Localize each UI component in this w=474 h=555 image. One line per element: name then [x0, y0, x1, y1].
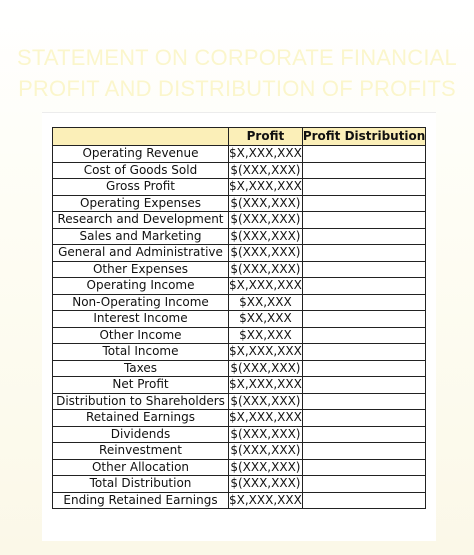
header-profit-distribution: Profit Distribution	[302, 128, 426, 146]
row-label-cell: Net Profit	[53, 377, 229, 394]
row-profit-cell: $(XXX,XXX)	[230, 245, 301, 260]
row-distribution-cell	[302, 278, 426, 295]
row-distribution-cell	[302, 311, 426, 328]
row-distribution-cell	[302, 344, 426, 361]
table-row	[53, 492, 426, 509]
row-distribution-cell	[302, 195, 426, 212]
row-profit-cell: $X,XXX,XXX	[229, 492, 302, 507]
row-label-cell: Operating Expenses	[53, 195, 229, 212]
table-row	[53, 179, 426, 196]
row-label-cell: Other Income	[53, 327, 229, 344]
row-label-cell: General and Administrative	[53, 245, 229, 262]
row-profit-cell: $(XXX,XXX)	[230, 162, 301, 177]
row-profit-cell: $(XXX,XXX)	[230, 195, 301, 210]
row-label-cell: Retained Earnings	[53, 410, 229, 427]
row-profit-cell: $(XXX,XXX)	[230, 476, 301, 491]
row-distribution-cell	[302, 443, 426, 460]
row-label-cell: Reinvestment	[53, 443, 229, 460]
row-distribution-cell	[302, 261, 426, 278]
table-row	[53, 212, 426, 229]
table-row	[53, 261, 426, 278]
row-label-cell: Operating Revenue	[53, 146, 229, 163]
table-row	[53, 426, 426, 443]
row-profit-cell: $X,XXX,XXX	[229, 344, 302, 359]
title-line-1: STATEMENT ON CORPORATE FINANCIAL	[17, 45, 457, 70]
row-profit-cell: $(XXX,XXX)	[230, 360, 301, 375]
row-label-cell: Dividends	[53, 426, 229, 443]
row-profit-cell: $X,XXX,XXX	[229, 179, 302, 194]
row-label-cell: Research and Development	[53, 212, 229, 229]
row-label-cell: Other Allocation	[53, 459, 229, 476]
table-row	[53, 443, 426, 460]
table-row	[53, 278, 426, 295]
row-profit-cell: $XX,XXX	[229, 311, 303, 328]
row-profit-cell: $X,XXX,XXX	[229, 146, 302, 161]
table-row	[53, 377, 426, 394]
row-profit-cell: $(XXX,XXX)	[230, 393, 301, 408]
row-label-cell: Distribution to Shareholders	[53, 393, 229, 410]
row-profit-cell: $(XXX,XXX)	[230, 426, 301, 441]
row-profit-cell: $(XXX,XXX)	[230, 459, 301, 474]
row-label-cell: Gross Profit	[53, 179, 229, 196]
row-distribution-cell	[302, 245, 426, 262]
row-label-cell: Other Expenses	[53, 261, 229, 278]
row-profit-cell: $(XXX,XXX)	[230, 212, 301, 227]
row-profit-cell: $X,XXX,XXX	[229, 377, 302, 392]
row-distribution-cell	[302, 492, 426, 509]
row-profit-cell: $XX,XXX	[229, 327, 303, 344]
row-distribution-cell	[302, 228, 426, 245]
row-label-cell: Total Distribution	[53, 476, 229, 493]
row-distribution-cell	[302, 360, 426, 377]
row-label-cell: Sales and Marketing	[53, 228, 229, 245]
title-line-2: PROFIT AND DISTRIBUTION OF PROFITS	[18, 76, 456, 101]
row-distribution-cell	[302, 162, 426, 179]
row-distribution-cell	[302, 327, 426, 344]
table-row	[53, 360, 426, 377]
row-profit-cell: $X,XXX,XXX	[229, 278, 302, 293]
document-title	[0, 42, 474, 104]
row-distribution-cell	[302, 426, 426, 443]
table-row	[53, 311, 426, 328]
table-row	[53, 459, 426, 476]
row-distribution-cell	[302, 476, 426, 493]
row-label-cell: Non-Operating Income	[53, 294, 229, 311]
table-row	[53, 146, 426, 163]
financial-statement-table	[52, 127, 426, 509]
row-profit-cell: $(XXX,XXX)	[230, 261, 301, 276]
row-label-cell: Cost of Goods Sold	[53, 162, 229, 179]
row-distribution-cell	[302, 393, 426, 410]
row-distribution-cell	[302, 410, 426, 427]
row-profit-cell: $(XXX,XXX)	[230, 443, 301, 458]
table-row	[53, 228, 426, 245]
header-profit: Profit	[229, 128, 303, 146]
row-label-cell: Taxes	[53, 360, 229, 377]
row-distribution-cell	[302, 459, 426, 476]
row-profit-cell: $X,XXX,XXX	[229, 410, 302, 425]
row-label-cell: Ending Retained Earnings	[53, 492, 229, 509]
row-distribution-cell	[302, 179, 426, 196]
row-label-cell: Total Income	[53, 344, 229, 361]
row-distribution-cell	[302, 377, 426, 394]
table-row	[53, 393, 426, 410]
row-profit-cell: $(XXX,XXX)	[230, 228, 301, 243]
row-label-cell: Interest Income	[53, 311, 229, 328]
row-distribution-cell	[302, 146, 426, 163]
table-row	[53, 344, 426, 361]
table-header-row	[53, 128, 426, 146]
table-row	[53, 245, 426, 262]
header-label-column	[53, 128, 229, 146]
table-body	[53, 146, 426, 509]
table-row	[53, 294, 426, 311]
row-label-cell: Operating Income	[53, 278, 229, 295]
row-distribution-cell	[302, 294, 426, 311]
table-row	[53, 410, 426, 427]
table-row	[53, 476, 426, 493]
table-row	[53, 327, 426, 344]
table-row	[53, 162, 426, 179]
table-row	[53, 195, 426, 212]
row-profit-cell: $XX,XXX	[229, 294, 303, 311]
row-distribution-cell	[302, 212, 426, 229]
